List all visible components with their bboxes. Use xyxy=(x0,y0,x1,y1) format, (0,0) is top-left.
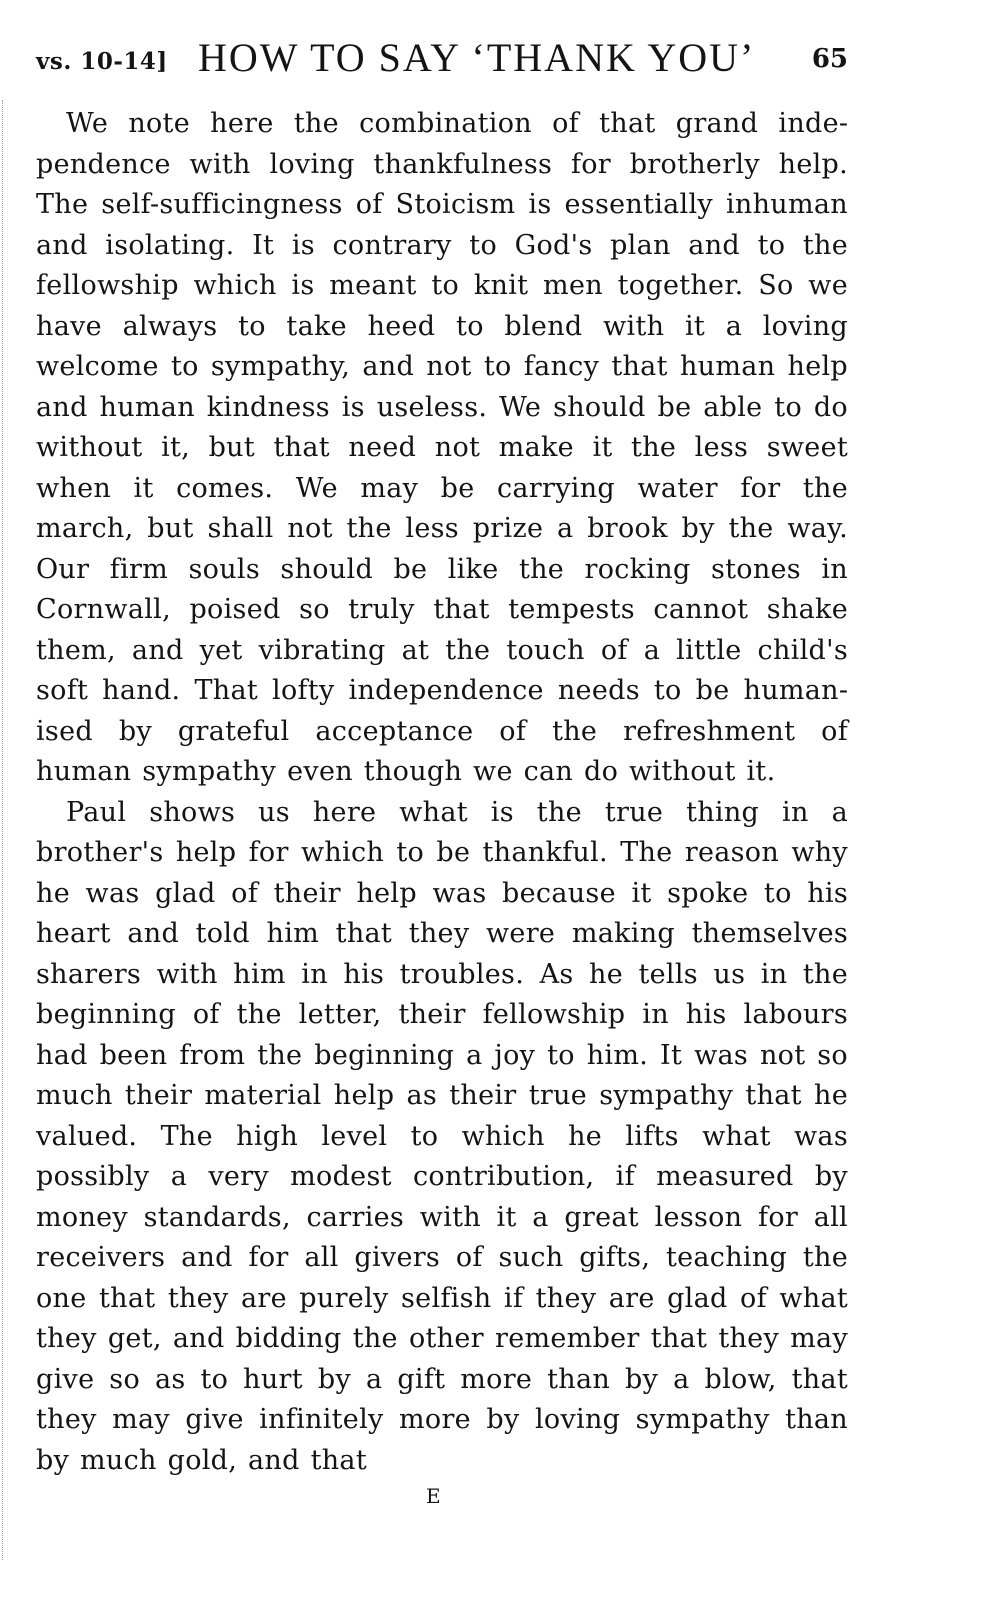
body-text xyxy=(36,104,848,1481)
signature-mark: E xyxy=(426,1484,442,1508)
paragraph-1: We note here the combination of that grand independence with loving thankfulness for brotherly help. The self-sufficingness of Stoicism is essentially inhuman and isolating. It is contrary to God's plan and to the fellowship which is meant to knit men together. So we have always to take heed to blend with it a loving welcome to sympathy, and not to fancy that human help and human kindness is useless. We should be able to do without it, but that need not make it the less sweet when it comes. We may be carrying water for the march, but shall not the less prize a brook by the way. Our firm souls should be like the rocking stones in Cornwall, poised so truly that tempests cannot shake them, and yet vibrating at the touch of a little child's soft hand. That lofty independence needs to be humanised by grateful acceptance of the refreshment of human sympathy even though we can do without it. xyxy=(36,108,848,787)
page-number: 65 xyxy=(811,44,848,74)
paragraph-2: Paul shows us here what is the true thing in a brother's help for which to be thankful. The reason why he was glad of their help was because it spoke to his heart and told him that they were making themselves sharers with him in his troubles. As he tells us in the beginning of the letter, their fellowship in his labours had been from the beginning a joy to him. It was not so much their material help as their true sympathy that he valued. The high level to which he lifts what was possibly a very modest contribution, if measured by money standards, carries with it a great lesson for all receivers and for all givers of such gifts, teaching the one that they are purely selfish if they are glad of what they get, and bidding the other remember that they may give so as to hurt by a gift more than by a blow, that they may give infinitely more by loving sympathy than by much gold, and that xyxy=(36,796,848,1476)
running-title: HOW TO SAY ‘THANK YOU’ xyxy=(198,35,756,80)
page-edge-divider xyxy=(2,100,4,1560)
running-header xyxy=(36,34,848,84)
verse-reference: vs. 10-14] xyxy=(36,48,168,75)
